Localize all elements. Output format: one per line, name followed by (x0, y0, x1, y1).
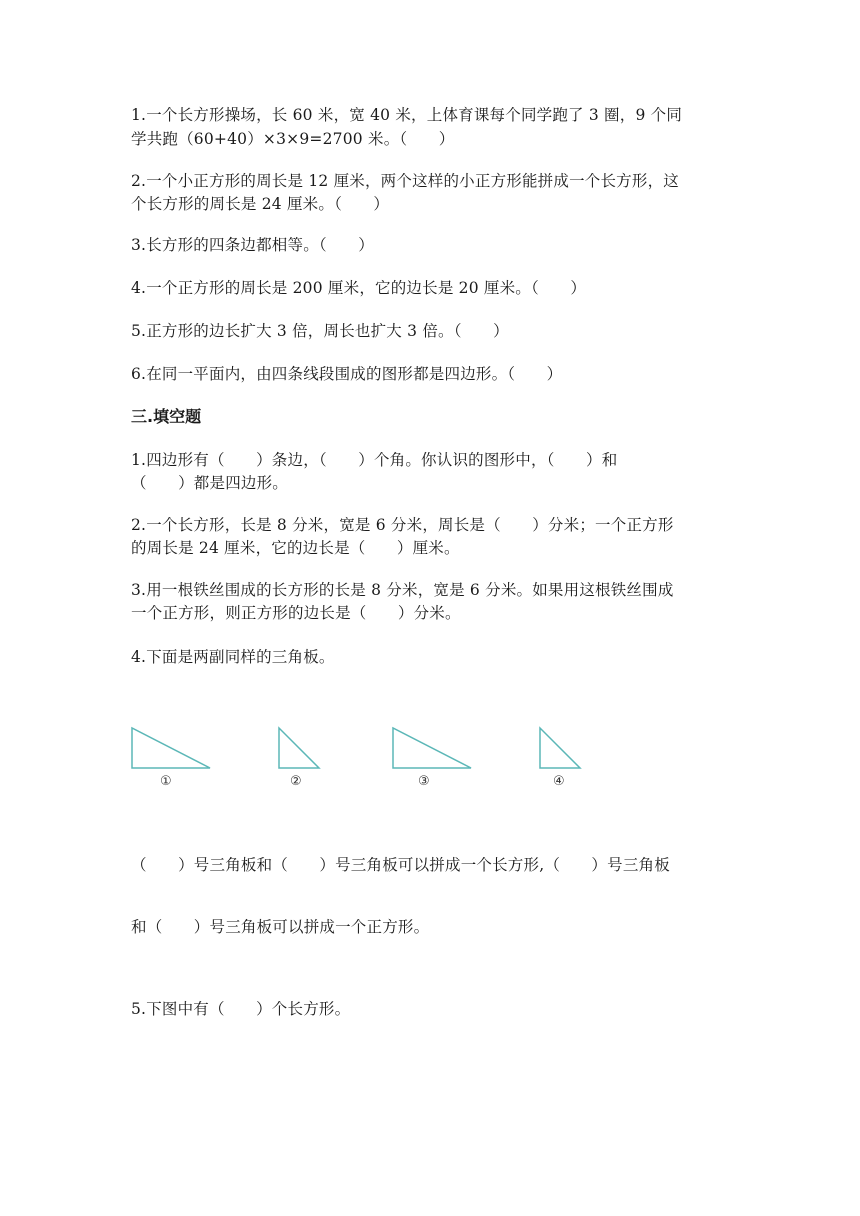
fill-q4: 4.下面是两副同样的三角板。 (131, 648, 335, 666)
triangle-4 (540, 728, 580, 768)
judge-q4: 4.一个正方形的周长是 200 厘米，它的边长是 20 厘米。（ ） (131, 279, 587, 297)
fill-q1-line1: 1.四边形有（ ）条边，（ ）个角。你认识的图形中，（ ）和 (131, 451, 618, 469)
judge-q1-line2: 学共跑（60+40）×3×9=2700 米。（ ） (131, 130, 455, 148)
triangle-2 (279, 728, 319, 768)
fill-q5: 5.下图中有（ ）个长方形。 (131, 1000, 351, 1018)
fill-q2-line1: 2.一个长方形，长是 8 分米，宽是 6 分米，周长是（ ）分米；一个正方形 (131, 516, 674, 534)
fill-q3-line2: 一个正方形，则正方形的边长是（ ）分米。 (131, 604, 461, 622)
triangle-label-2: ② (290, 774, 302, 789)
judge-q6: 6.在同一平面内，由四条线段围成的图形都是四边形。（ ） (131, 365, 563, 383)
triangle-1 (132, 728, 210, 768)
triangles-svg (120, 716, 620, 806)
judge-q1-line1: 1.一个长方形操场，长 60 米，宽 40 米，上体育课每个同学跑了 3 圈，9 个同 (131, 106, 683, 124)
judge-q2-line1: 2.一个小正方形的周长是 12 厘米，两个这样的小正方形能拼成一个长方形，这 (131, 172, 679, 190)
triangle-label-1: ① (160, 774, 172, 789)
judge-q3: 3.长方形的四条边都相等。（ ） (131, 236, 374, 254)
triangle-label-3: ③ (418, 774, 430, 789)
triangle-label-4: ④ (553, 774, 565, 789)
fill-q4-answer-line2: 和（ ）号三角板可以拼成一个正方形。 (131, 918, 430, 936)
fill-q1-line2: （ ）都是四边形。 (131, 474, 289, 492)
triangle-3 (393, 728, 471, 768)
fill-q2-line2: 的周长是 24 厘米，它的边长是（ ）厘米。 (131, 539, 460, 557)
judge-q5: 5.正方形的边长扩大 3 倍，周长也扩大 3 倍。（ ） (131, 322, 509, 340)
triangle-set-figure (120, 716, 620, 806)
section-heading-fill: 三.填空题 (131, 407, 202, 426)
fill-q4-answer-line1: （ ）号三角板和（ ）号三角板可以拼成一个长方形,（ ）号三角板 (131, 856, 670, 874)
fill-q3-line1: 3.用一根铁丝围成的长方形的长是 8 分米，宽是 6 分米。如果用这根铁丝围成 (131, 581, 674, 599)
judge-q2-line2: 个长方形的周长是 24 厘米。（ ） (131, 195, 390, 213)
